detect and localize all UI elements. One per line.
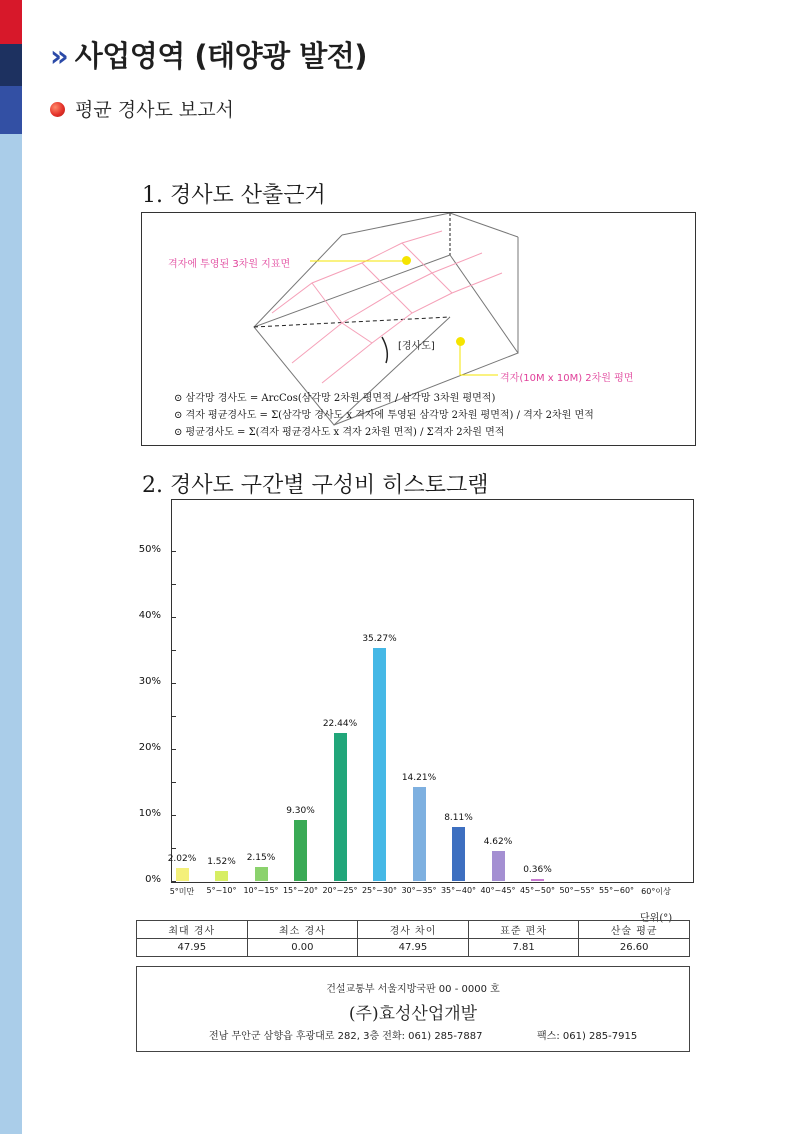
y-tick-mark: [171, 782, 176, 783]
x-category-label: 20°~25°: [322, 886, 358, 895]
dashed-base-edge: [254, 317, 450, 327]
mesh-line: [292, 253, 482, 363]
histogram-bar: [334, 733, 347, 881]
mesh-line: [362, 263, 412, 313]
bar-value-label: 2.02%: [167, 853, 197, 864]
stats-value-row: [137, 939, 690, 957]
bar-value-label: 8.11%: [444, 813, 473, 824]
y-tick-label: 10%: [138, 808, 161, 819]
slope-left-edge: [254, 235, 342, 327]
value-min-slope: 0.00: [247, 939, 358, 957]
sub-title-text: 평균 경사도 보고서: [75, 99, 234, 121]
histogram-bar: [373, 648, 386, 881]
formula-2: ⊙ 격자 평균경사도 = Σ(삼각망 경사도 x 격자에 투영된 삼각망 2차원 평면적) / 격자 2차원 면적: [174, 410, 594, 421]
bar-value-label: 2.15%: [246, 852, 276, 863]
double-chevron-icon: »: [50, 39, 65, 73]
histogram-bar: [255, 867, 268, 881]
y-tick-label: 20%: [138, 742, 161, 753]
company-footer: [136, 966, 690, 1052]
bar-value-label: 22.44%: [322, 718, 358, 729]
mesh-line: [272, 231, 442, 313]
formula-1: ⊙ 삼각망 경사도 = ArcCos(삼각망 2차원 평면적 / 삼각망 3차원 평면적): [174, 393, 496, 404]
unit-label: 단위(°): [640, 913, 673, 924]
page-title: [50, 34, 367, 75]
histogram-bar: [492, 851, 505, 881]
surface-label: 격자에 투영된 3차원 지표면: [168, 259, 291, 270]
mesh-line: [312, 283, 372, 343]
value-max-slope: 47.95: [137, 939, 248, 957]
plane-marker-dot: [456, 337, 465, 346]
y-tick-label: 30%: [138, 676, 161, 687]
y-tick-mark: [171, 815, 176, 816]
surface-marker-dot: [402, 256, 411, 265]
bar-value-label: 0.36%: [523, 864, 552, 875]
value-std-dev: 7.81: [468, 939, 579, 957]
histogram-bar: [294, 820, 307, 881]
x-category-label: 15°~20°: [282, 886, 319, 895]
value-mean: 26.60: [579, 939, 690, 957]
red-bullet-icon: [50, 102, 65, 117]
registration-text: 건설교통부 서울지방국판 00 - 0000 호: [326, 984, 500, 995]
header-min-slope: 최소 경사: [247, 921, 358, 939]
x-category-label: 40°~45°: [480, 886, 516, 895]
section1-title: 1. 경사도 산출근거: [142, 183, 326, 208]
histogram-bar: [176, 868, 189, 881]
side-stripe-light: [0, 134, 22, 1134]
side-stripe-navy: [0, 44, 22, 86]
y-tick-mark: [171, 749, 176, 750]
side-stripe-red: [0, 0, 22, 44]
histogram-bar: [531, 879, 544, 881]
y-tick-mark: [171, 881, 176, 882]
bar-value-label: 4.62%: [483, 836, 513, 847]
x-category-label: 30°~35°: [401, 886, 437, 895]
fax-text: 팩스: 061) 285-7915: [537, 1031, 638, 1042]
y-tick-mark: [171, 716, 176, 717]
header-std-dev: 표준 편차: [468, 921, 579, 939]
bar-value-label: 35.27%: [362, 634, 397, 645]
y-tick-label: 50%: [138, 544, 161, 555]
value-slope-diff: 47.95: [358, 939, 469, 957]
header-max-slope: 최대 경사: [137, 921, 248, 939]
company-name: (주)효성산업개발: [348, 1004, 478, 1024]
y-tick-mark: [171, 617, 176, 618]
histogram-bar: [452, 827, 465, 881]
bar-value-label: 1.52%: [207, 856, 236, 867]
y-tick-label: 0%: [145, 874, 161, 885]
x-category-label: 10°~15°: [243, 886, 279, 895]
histogram-bar: [413, 787, 426, 881]
x-category-label: 50°~55°: [559, 886, 595, 895]
y-tick-mark: [171, 650, 176, 651]
histogram-bar: [215, 871, 228, 881]
y-tick-label: 40%: [138, 610, 161, 621]
sub-title: [50, 95, 234, 122]
stats-header-row: [137, 921, 690, 939]
top-edge: [450, 213, 518, 237]
y-tick-mark: [171, 551, 176, 552]
bar-value-label: 14.21%: [401, 773, 437, 784]
angle-arc: [382, 337, 387, 363]
x-category-label: 60°이상: [641, 887, 671, 896]
formula-3: ⊙ 평균경사도 = Σ(격자 평균경사도 x 격자 2차원 면적) / Σ격자 2차원 면적: [174, 427, 505, 438]
page-title-text: 사업영역 (태양광 발전): [74, 39, 368, 73]
x-category-label: 5°~10°: [206, 886, 237, 895]
y-tick-mark: [171, 848, 176, 849]
x-category-label: 55°~60°: [598, 886, 635, 895]
y-tick-mark: [171, 683, 176, 684]
slope-label: [경사도]: [398, 341, 435, 352]
header-mean: 산술 평균: [579, 921, 690, 939]
bar-value-label: 9.30%: [286, 805, 315, 816]
side-stripe-blue: [0, 86, 22, 134]
plane-label: 격자(10M x 10M) 2차원 평면: [500, 373, 634, 384]
x-category-label: 25°~30°: [361, 886, 398, 895]
address-text: 전남 무안군 삼향읍 후광대로 282, 3층 전화: 061) 285-7887: [209, 1031, 483, 1042]
histogram-frame: [171, 499, 694, 883]
x-category-label: 5°미만: [169, 887, 195, 896]
stats-table: [136, 920, 690, 957]
slope-diagram-box: [141, 212, 696, 446]
header-slope-diff: 경사 차이: [358, 921, 469, 939]
y-tick-mark: [171, 584, 176, 585]
x-category-label: 35°~40°: [440, 886, 477, 895]
x-category-label: 45°~50°: [519, 886, 556, 895]
top-back-edge: [342, 213, 450, 235]
section2-title: 2. 경사도 구간별 구성비 히스토그램: [142, 473, 489, 498]
